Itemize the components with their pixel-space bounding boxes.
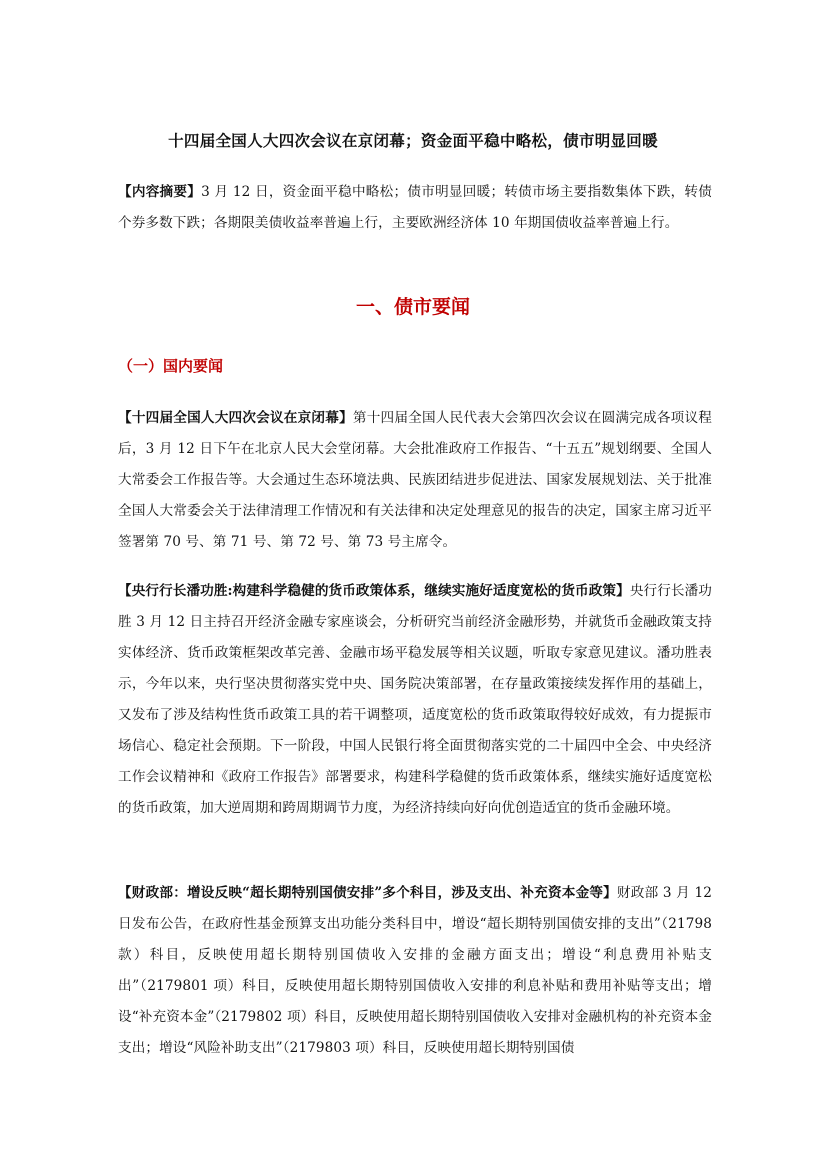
document-title: 十四届全国人大四次会议在京闭幕；资金面平稳中略松，债市明显回暖	[168, 131, 658, 150]
summary-paragraph	[118, 177, 712, 239]
news-body: 财政部 3 月 12 日发布公告，在政府性基金预算支出功能分类科目中，增设“超长期特别国债安排的支出”（21798 款）科目，反映使用超长期特别国债收入安排的金融方面支出；增设“利息费用补贴支出”（2179801 项）科目，反映使用超长期特别国债收入安排的利息补贴和费用补贴等支出；增设“补充资本金”（2179802 项）科目，反映使用超长期特别国债收入安排对金融机构的补充资本金支出；增设“风险补助支出”（2179803 项）科目，反映使用超长期特别国债	[118, 885, 712, 1056]
news-headline: 【央行行长潘功胜:构建科学稳健的货币政策体系，继续实施好适度宽松的货币政策】	[118, 583, 630, 599]
news-headline: 【十四届全国人大四次会议在京闭幕】	[118, 410, 353, 426]
news-body: 央行行长潘功胜 3 月 12 日主持召开经济金融专家座谈会，分析研究当前经济金融形势，并就货币金融政策支持实体经济、货币政策框架改革完善、金融市场平稳发展等相关议题，听取专家意见建议。潘功胜表示，今年以来，央行坚决贯彻落实党中央、国务院决策部署，在存量政策接续发挥作用的基础上，又发布了涉及结构性货币政策工具的若干调整项，适度宽松的货币政策取得较好成效，有力提振市场信心、稳定社会预期。下一阶段，中国人民银行将全面贯彻落实党的二十届四中全会、中央经济工作会议精神和《政府工作报告》部署要求，构建科学稳健的货币政策体系，继续实施好适度宽松的货币政策，加大逆周期和跨周期调节力度，为经济持续向好向优创造适宜的货币金融环境。	[118, 583, 712, 816]
summary-tag: 【内容摘要】	[118, 184, 202, 200]
summary-text: 3 月 12 日，资金面平稳中略松；债市明显回暖；转债市场主要指数集体下跌，转债个券多数下跌；各期限美债收益率普遍上行，主要欧洲经济体 10 年期国债收益率普遍上行。	[118, 184, 712, 231]
news-body: 第十四届全国人民代表大会第四次会议在圆满完成各项议程后，3 月 12 日下午在北京人民大会堂闭幕。大会批准政府工作报告、“十五五”规划纲要、全国人大常委会工作报告等。大会通过生态环境法典、民族团结进步促进法、国家发展规划法、关于批准全国人大常委会关于法律清理工作情况和有关法律和决定处理意见的报告的决定，国家主席习近平签署第 70 号、第 71 号、第 72 号、第 73 号主席令。	[118, 410, 712, 550]
news-item	[118, 576, 712, 824]
news-headline: 【财政部：增设反映“超长期特别国债安排”多个科目，涉及支出、补充资本金等】	[118, 885, 617, 901]
news-item	[118, 878, 712, 1064]
section-title: 一、债市要闻	[355, 296, 470, 318]
subsection-title: （一）国内要闻	[118, 357, 224, 375]
news-item	[118, 403, 712, 558]
